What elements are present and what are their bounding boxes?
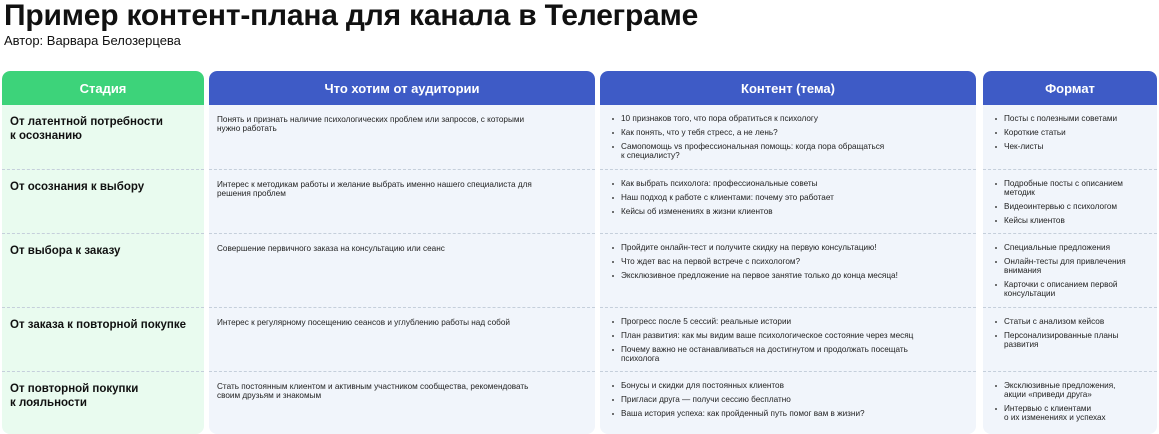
stage-cell: От осознания к выбору — [10, 181, 145, 193]
format-item: Кейсы клиентов — [995, 216, 1149, 225]
content-list — [600, 372, 976, 418]
table-row — [983, 233, 1157, 307]
content-item: Пригласи друга — получи сессию бесплатно — [612, 395, 968, 404]
table-row — [600, 169, 976, 233]
format-list — [983, 372, 1157, 422]
content-item: Как понять, что у тебя стресс, а не лень? — [612, 128, 968, 137]
content-item: Прогресс после 5 сессий: реальные истории — [612, 317, 968, 326]
table-row — [983, 307, 1157, 371]
table-row — [2, 233, 204, 307]
content-item: Как выбрать психолога: профессиональные советы — [612, 179, 968, 188]
format-item: Персонализированные планы развития — [995, 331, 1149, 349]
table-row — [2, 105, 204, 169]
format-item: Посты с полезными советами — [995, 114, 1149, 123]
content-header: Контент (тема) — [600, 71, 976, 105]
goal-header: Что хотим от аудитории — [209, 71, 595, 105]
format-item: Статьи с анализом кейсов — [995, 317, 1149, 326]
stage-cell: От заказа к повторной покупке — [10, 319, 187, 331]
goal-cell: Интерес к регулярному посещению сеансов и углублению работы над собой — [217, 318, 510, 327]
table-row — [2, 371, 204, 434]
format-item: Карточки с описанием первой консультации — [995, 280, 1149, 298]
table-row — [600, 233, 976, 307]
format-item: Специальные предложения — [995, 243, 1149, 252]
content-list — [600, 170, 976, 216]
table-row — [209, 105, 595, 169]
content-item: Почему важно не останавливаться на достигнутом и продолжать посещать психолога — [612, 345, 968, 363]
format-column — [983, 71, 1157, 434]
goal-cell: Совершение первичного заказа на консультацию или сеанс — [217, 244, 445, 253]
content-list — [600, 234, 976, 280]
goal-column — [209, 71, 595, 434]
content-item: План развития: как мы видим ваше психологическое состояние через месяц — [612, 331, 968, 340]
table-row — [209, 169, 595, 233]
format-list — [983, 308, 1157, 349]
content-item: Самопомощь vs профессиональная помощь: когда пора обращаться к специалисту? — [612, 142, 968, 160]
stage-cell: От латентной потребности к осознанию — [10, 116, 163, 142]
format-header: Формат — [983, 71, 1157, 105]
table-row — [209, 233, 595, 307]
stage-cell: От выбора к заказу — [10, 245, 121, 257]
content-item: Пройдите онлайн-тест и получите скидку на первую консультацию! — [612, 243, 968, 252]
content-item: 10 признаков того, что пора обратиться к психологу — [612, 114, 968, 123]
content-item: Что ждет вас на первой встрече с психологом? — [612, 257, 968, 266]
table-row — [983, 105, 1157, 169]
format-item: Онлайн-тесты для привлечения внимания — [995, 257, 1149, 275]
format-list — [983, 234, 1157, 298]
stage-header: Стадия — [2, 71, 204, 105]
page-title: Пример контент-плана для канала в Телеграме — [4, 0, 699, 32]
table-row — [983, 371, 1157, 434]
table-row — [209, 307, 595, 371]
format-item: Видеоинтервью с психологом — [995, 202, 1149, 211]
table-row — [600, 105, 976, 169]
goal-cell: Интерес к методикам работы и желание выбрать именно нашего специалиста для решения проблем — [217, 180, 532, 198]
format-item: Чек-листы — [995, 142, 1149, 151]
content-list — [600, 105, 976, 160]
format-item: Эксклюзивные предложения, акции «приведи друга» — [995, 381, 1149, 399]
table-row — [209, 371, 595, 434]
author-line: Автор: Варвара Белозерцева — [4, 33, 181, 48]
content-item: Эксклюзивное предложение на первое занятие только до конца месяца! — [612, 271, 968, 280]
content-column — [600, 71, 976, 434]
goal-cell: Понять и признать наличие психологических проблем или запросов, с которыми нужно работать — [217, 115, 525, 133]
format-item: Подробные посты с описанием методик — [995, 179, 1149, 197]
format-item: Интервью с клиентами о их изменениях и успехах — [995, 404, 1149, 422]
table-row — [983, 169, 1157, 233]
table-row — [600, 371, 976, 434]
table-row — [2, 169, 204, 233]
format-item: Короткие статьи — [995, 128, 1149, 137]
table-row — [2, 307, 204, 371]
format-list — [983, 170, 1157, 225]
content-list — [600, 308, 976, 363]
content-item: Бонусы и скидки для постоянных клиентов — [612, 381, 968, 390]
goal-cell: Стать постоянным клиентом и активным участником сообщества, рекомендовать своим друзьям и знакомым — [217, 382, 529, 400]
stage-cell: От повторной покупки к лояльности — [10, 383, 139, 409]
stage-column — [2, 71, 204, 434]
content-item: Кейсы об изменениях в жизни клиентов — [612, 207, 968, 216]
content-item: Ваша история успеха: как пройденный путь помог вам в жизни? — [612, 409, 968, 418]
format-list — [983, 105, 1157, 151]
table-row — [600, 307, 976, 371]
content-item: Наш подход к работе с клиентами: почему это работает — [612, 193, 968, 202]
